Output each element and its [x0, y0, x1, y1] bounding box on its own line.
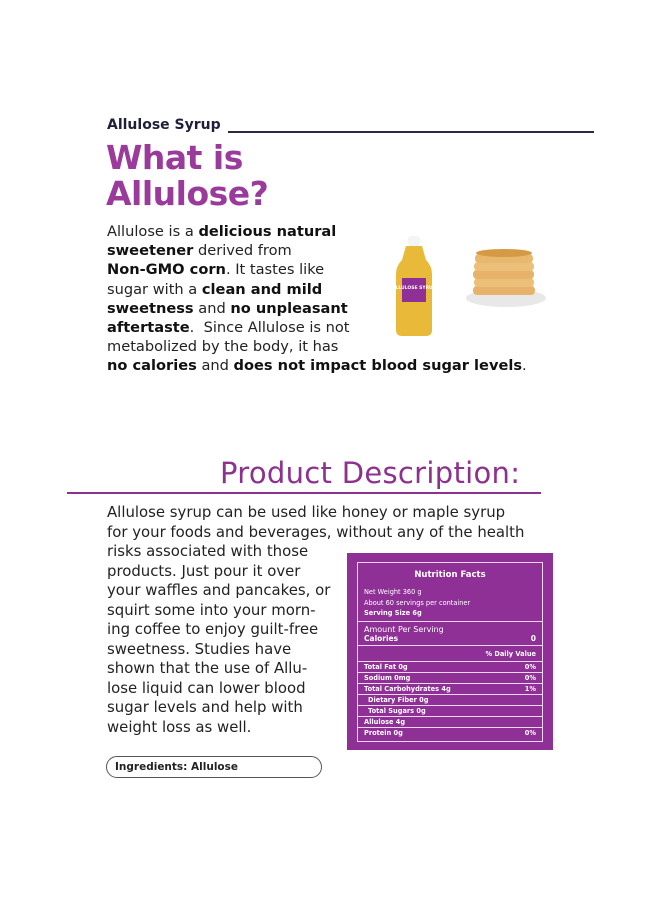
- bold-text: sweetener: [107, 242, 194, 260]
- nutrition-row: [358, 728, 542, 739]
- description-line: lose liquid can lower blood: [107, 678, 306, 697]
- bold-text: aftertaste: [107, 319, 190, 337]
- text-segment: and: [196, 357, 234, 375]
- bold-text: delicious natural: [198, 223, 337, 240]
- nutrition-row: [358, 695, 542, 706]
- nutrient-label: Total Carbohydrates 4g: [364, 685, 451, 693]
- text-segment: and: [193, 299, 231, 317]
- nutrient-label: Sodium 0mg: [364, 674, 411, 682]
- servings-per-container: About 60 servings per container: [364, 599, 471, 607]
- ingredients-badge: Ingredients: Allulose: [106, 756, 322, 778]
- bold-text: sweetness: [107, 299, 194, 317]
- description-line: sweetness. Studies have: [107, 639, 292, 658]
- amount-per-serving: Amount Per Serving: [364, 625, 444, 634]
- text-segment: . It tastes like: [225, 261, 325, 279]
- nutrient-daily-value: 0%: [524, 674, 536, 682]
- text-segment: sugar with a: [107, 280, 202, 298]
- calories-value: 0: [530, 634, 536, 643]
- product-description-title: Product Description:: [220, 456, 521, 490]
- daily-value-header: % Daily Value: [358, 646, 542, 662]
- nutrition-row: [358, 717, 542, 728]
- nutrition-row: [358, 706, 542, 717]
- bold-text: no calories: [107, 357, 197, 375]
- description-line: sugar levels and help with: [107, 698, 303, 716]
- page-title-line2: Allulose?: [106, 174, 269, 213]
- text-segment: Allulose is a: [107, 223, 199, 240]
- nutrition-row: [358, 662, 542, 673]
- nutrient-daily-value: 0%: [524, 729, 536, 737]
- nutrition-rows: [358, 662, 542, 739]
- description-line: squirt some into your morn-: [107, 600, 316, 619]
- page-title-line1: What is: [106, 138, 243, 177]
- nutrition-title: Nutrition Facts: [414, 570, 486, 580]
- section-kicker: Allulose Syrup: [107, 117, 221, 133]
- nutrition-row: [358, 684, 542, 695]
- bold-text: no unpleasant: [230, 299, 348, 317]
- kicker-divider: [228, 131, 594, 133]
- serving-size: Serving Size 6g: [364, 609, 422, 617]
- text-segment: . Since Allulose is not: [189, 319, 350, 337]
- calories-label: Calories: [364, 634, 399, 643]
- syrup-and-pancakes-image: [388, 232, 548, 342]
- description-line: weight loss as well.: [107, 717, 252, 736]
- nutrient-label: Total Sugars 0g: [368, 707, 426, 715]
- nutrition-facts-panel: [347, 553, 553, 750]
- nutrient-label: Allulose 4g: [364, 718, 406, 726]
- text-segment: metabolized by the body, it has: [107, 338, 339, 356]
- nutrient-label: Protein 0g: [364, 729, 403, 737]
- bottle-label: ALLULOSE SYRUP: [391, 286, 437, 291]
- text-segment: .: [522, 357, 527, 375]
- nutrient-label: Dietary Fiber 0g: [368, 696, 429, 704]
- syrup-bottle: [392, 236, 437, 336]
- net-weight: Net Weight 360 g: [364, 588, 422, 596]
- description-line: products. Just pour it over: [107, 561, 301, 580]
- bold-text: Non-GMO corn: [107, 261, 226, 279]
- description-line: Allulose syrup can be used like honey or maple syrup: [107, 503, 506, 521]
- nutrient-label: Total Fat 0g: [364, 663, 408, 671]
- description-line: for your foods and beverages, without any of the health: [107, 522, 525, 541]
- nutrient-daily-value: 1%: [524, 685, 536, 693]
- nutrition-row: [358, 673, 542, 684]
- bold-text: does not impact blood sugar levels: [233, 357, 523, 375]
- description-line: your waffles and pancakes, or: [107, 581, 331, 599]
- text-segment: derived from: [193, 242, 292, 260]
- nutrient-daily-value: 0%: [524, 663, 536, 671]
- description-line: shown that the use of Allu-: [107, 659, 308, 677]
- bold-text: clean and mild: [201, 280, 323, 298]
- product-description-divider: [67, 492, 541, 494]
- description-line: risks associated with those: [107, 542, 309, 560]
- pancake-stack: [473, 249, 535, 295]
- description-line: ing coffee to enjoy guilt-free: [107, 620, 319, 638]
- intro-line: [107, 356, 527, 375]
